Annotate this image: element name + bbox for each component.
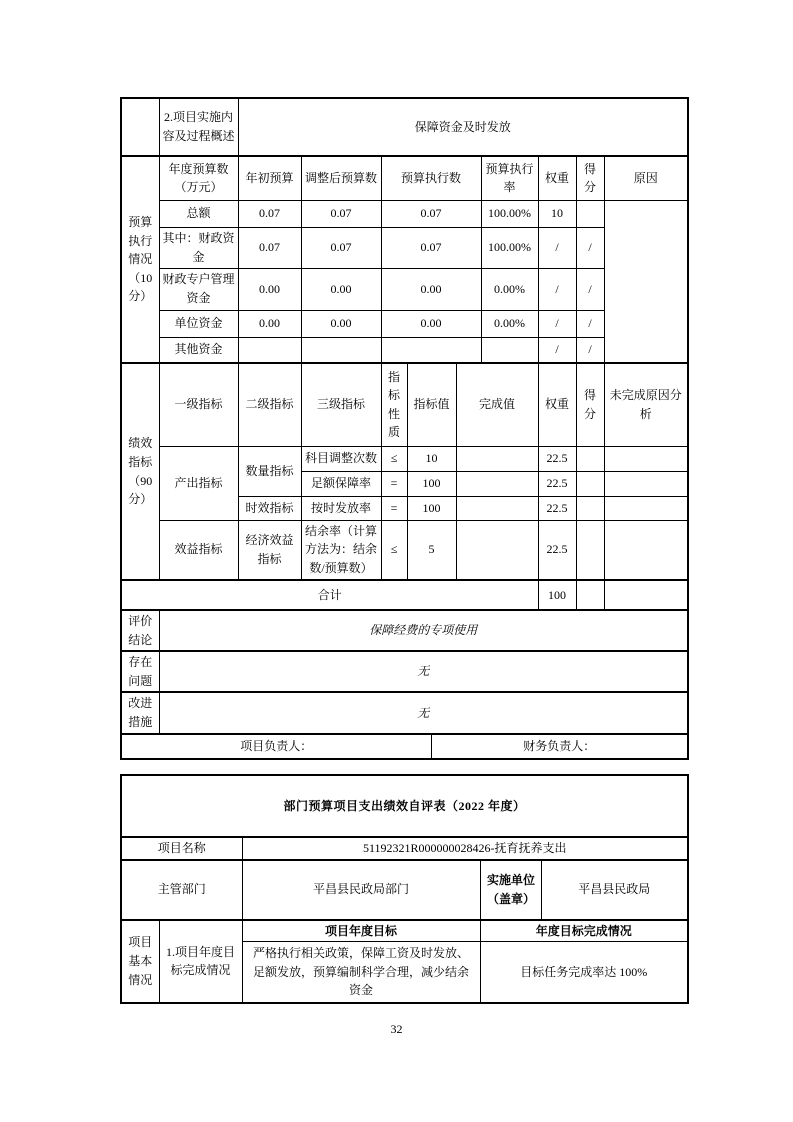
value-executed: [381, 337, 481, 363]
basic-info-header-row: [121, 920, 688, 942]
implementing-unit-label: 实施单位（盖章）: [480, 860, 541, 920]
col-header-actual-value: 完成值: [456, 363, 538, 446]
table-row: [121, 98, 688, 156]
indicator-target: 100: [407, 471, 456, 496]
budget-section-label: 预算执行情况（10分）: [121, 156, 159, 363]
value-weight: /: [538, 310, 576, 337]
department-label: 主管部门: [121, 860, 242, 920]
value-score: /: [576, 227, 604, 268]
value-score: /: [576, 268, 604, 310]
indicator-score: [576, 471, 604, 496]
self-evaluation-table-2022: [120, 774, 689, 1004]
budget-header-row: [121, 156, 688, 200]
problems-label: 存在问题: [121, 651, 159, 692]
value-score: /: [576, 310, 604, 337]
indicator-weight: 22.5: [538, 446, 576, 471]
project-name-row: [121, 837, 688, 860]
finance-lead-signature: 财务负责人：: [431, 734, 688, 759]
col-header-weight: 权重: [538, 363, 576, 446]
indicator-analysis: [604, 520, 688, 580]
level3-indicator: 足额保障率: [301, 471, 381, 496]
row-label: 总额: [159, 200, 238, 227]
basic-info-label: 项目基本情况: [121, 920, 159, 1003]
project-lead-signature: 项目负责人：: [121, 734, 431, 759]
total-analysis: [604, 580, 688, 610]
problems-value: 无: [159, 651, 688, 692]
indicator-target: 10: [407, 446, 456, 471]
col-header-level2: 二级指标: [238, 363, 301, 446]
indicator-actual: [456, 496, 538, 520]
level3-indicator: 结余率（计算方法为：结余数/预算数）: [301, 520, 381, 580]
col-header-adjusted-budget: 调整后预算数: [301, 156, 381, 200]
row-label: 其中：财政资金: [159, 227, 238, 268]
indicator-analysis: [604, 446, 688, 471]
indicator-weight: 22.5: [538, 520, 576, 580]
self-evaluation-table-continued: [120, 97, 689, 760]
level3-indicator: 科目调整次数: [301, 446, 381, 471]
indicator-row: [121, 520, 688, 580]
project-name-value: 51192321R000000028426-抚育抚养支出: [242, 837, 688, 860]
value-rate: 100.00%: [481, 200, 538, 227]
col-header-annual-budget: 年度预算数（万元）: [159, 156, 238, 200]
indicator-actual: [456, 520, 538, 580]
indicator-nature: =: [381, 496, 407, 520]
indicator-target: 5: [407, 520, 456, 580]
value-weight: /: [538, 227, 576, 268]
row-label: 财政专户管理资金: [159, 268, 238, 310]
goal-completion-header: 年度目标完成情况: [480, 920, 688, 942]
impl-summary-label: 2.项目实施内容及过程概述: [159, 98, 238, 156]
value-adjusted: 0.07: [301, 227, 381, 268]
title-row: [121, 775, 688, 837]
col-header-reason: 原因: [604, 156, 688, 200]
empty-cell: [121, 98, 159, 156]
annual-goal-completion-label: 1.项目年度目标完成情况: [159, 920, 242, 1003]
indicator-nature: =: [381, 471, 407, 496]
page-number: 32: [390, 1022, 403, 1036]
col-header-analysis: 未完成原因分析: [604, 363, 688, 446]
improvements-value: 无: [159, 692, 688, 733]
col-header-level1: 一级指标: [159, 363, 238, 446]
value-rate: 0.00%: [481, 310, 538, 337]
value-weight: 10: [538, 200, 576, 227]
col-header-weight: 权重: [538, 156, 576, 200]
indicator-target: 100: [407, 496, 456, 520]
total-score: [576, 580, 604, 610]
indicator-analysis: [604, 496, 688, 520]
col-header-initial-budget: 年初预算: [238, 156, 301, 200]
col-header-nature: 指标性质: [381, 363, 407, 446]
value-rate: [481, 337, 538, 363]
indicator-actual: [456, 446, 538, 471]
indicator-header-row: [121, 363, 688, 446]
col-header-score: 得分: [576, 156, 604, 200]
department-value: 平昌县民政局部门: [242, 860, 480, 920]
total-label: 合计: [121, 580, 538, 610]
conclusion-label: 评价结论: [121, 610, 159, 651]
indicator-score: [576, 446, 604, 471]
value-initial: 0.07: [238, 227, 301, 268]
improvements-row: [121, 692, 688, 733]
col-header-level3: 三级指标: [301, 363, 381, 446]
indicator-actual: [456, 471, 538, 496]
value-score: [576, 200, 604, 227]
signature-row: [121, 734, 688, 759]
budget-row-special-account: [121, 268, 688, 310]
indicator-score: [576, 496, 604, 520]
level3-indicator: 按时发放率: [301, 496, 381, 520]
value-executed: 0.07: [381, 227, 481, 268]
goal-completion-text: 目标任务完成率达 100%: [480, 942, 688, 1003]
value-executed: 0.07: [381, 200, 481, 227]
value-initial: 0.00: [238, 268, 301, 310]
budget-row-other-funds: [121, 337, 688, 363]
value-executed: 0.00: [381, 310, 481, 337]
budget-row-fiscal: [121, 227, 688, 268]
conclusion-value: 保障经费的专项使用: [159, 610, 688, 651]
level2-quantity: 数量指标: [238, 446, 301, 496]
value-initial: 0.00: [238, 310, 301, 337]
indicator-row: [121, 446, 688, 471]
indicator-score: [576, 520, 604, 580]
reason-cell: [604, 200, 688, 363]
impl-summary-value: 保障资金及时发放: [238, 98, 688, 156]
value-initial: 0.07: [238, 200, 301, 227]
value-weight: /: [538, 337, 576, 363]
value-adjusted: 0.00: [301, 310, 381, 337]
total-weight: 100: [538, 580, 576, 610]
level2-timeliness: 时效指标: [238, 496, 301, 520]
col-header-target-value: 指标值: [407, 363, 456, 446]
indicator-nature: ≤: [381, 446, 407, 471]
department-row: [121, 860, 688, 920]
row-label: 其他资金: [159, 337, 238, 363]
project-name-label: 项目名称: [121, 837, 242, 860]
level1-output: 产出指标: [159, 446, 238, 520]
value-adjusted: 0.00: [301, 268, 381, 310]
budget-row-total: [121, 200, 688, 227]
annual-goal-header: 项目年度目标: [242, 920, 480, 942]
value-rate: 0.00%: [481, 268, 538, 310]
value-executed: 0.00: [381, 268, 481, 310]
value-adjusted: 0.07: [301, 200, 381, 227]
indicator-analysis: [604, 471, 688, 496]
col-header-score: 得分: [576, 363, 604, 446]
value-adjusted: [301, 337, 381, 363]
value-rate: 100.00%: [481, 227, 538, 268]
value-weight: /: [538, 268, 576, 310]
indicator-weight: 22.5: [538, 496, 576, 520]
annual-goal-text: 严格执行相关政策，保障工资及时发放、足额发放，预算编制科学合理，减少结余资金: [242, 942, 480, 1003]
total-row: [121, 580, 688, 610]
level1-benefit: 效益指标: [159, 520, 238, 580]
col-header-execution-rate: 预算执行率: [481, 156, 538, 200]
value-initial: [238, 337, 301, 363]
value-score: /: [576, 337, 604, 363]
conclusion-row: [121, 610, 688, 651]
indicator-nature: ≤: [381, 520, 407, 580]
implementing-unit-value: 平昌县民政局: [541, 860, 688, 920]
indicator-section-label: 绩效指标（90分）: [121, 363, 159, 580]
table-title: 部门预算项目支出绩效自评表（2022 年度）: [121, 775, 688, 837]
improvements-label: 改进措施: [121, 692, 159, 733]
row-label: 单位资金: [159, 310, 238, 337]
budget-row-unit-funds: [121, 310, 688, 337]
indicator-weight: 22.5: [538, 471, 576, 496]
level2-economic: 经济效益指标: [238, 520, 301, 580]
problems-row: [121, 651, 688, 692]
col-header-executed: 预算执行数: [381, 156, 481, 200]
